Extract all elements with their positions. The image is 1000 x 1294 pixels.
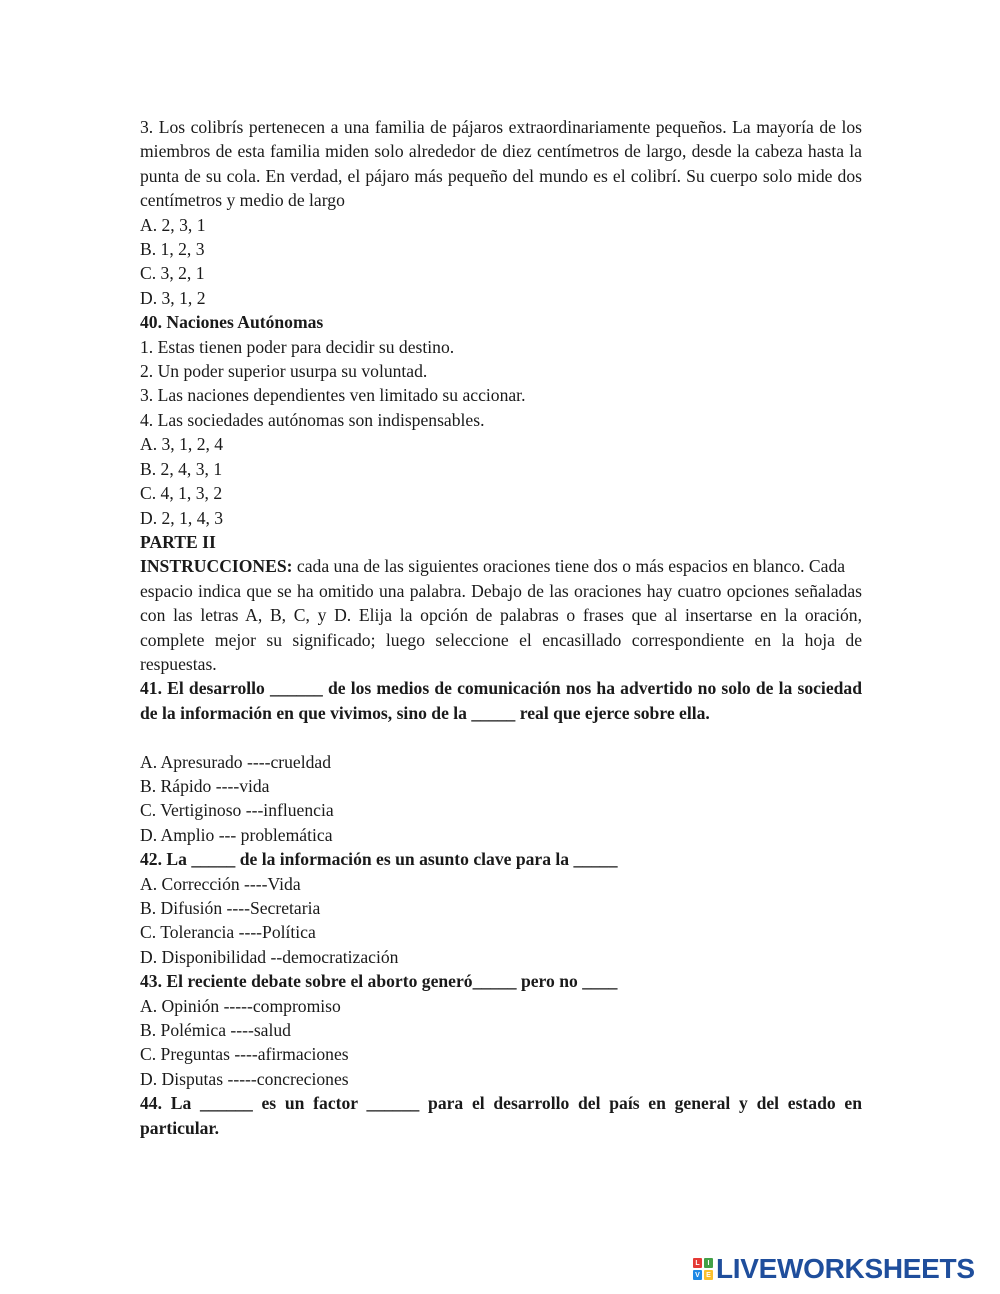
instructions-line1 <box>140 554 862 578</box>
q40-option-b: B. 2, 4, 3, 1 <box>140 458 223 479</box>
q43-option-d: D. Disputas -----concreciones <box>140 1068 349 1089</box>
q39-option-a: A. 2, 3, 1 <box>140 214 206 235</box>
q42-option-b: B. Difusión ----Secretaria <box>140 897 321 918</box>
q43-option-a: A. Opinión -----compromiso <box>140 995 341 1016</box>
spacer <box>140 725 862 749</box>
logo-mark-letter: I <box>704 1258 713 1268</box>
q39-option-d: D. 3, 1, 2 <box>140 287 206 308</box>
q40-title: 40. Naciones Autónomas <box>140 312 324 333</box>
q41-option-a: A. Apresurado ----crueldad <box>140 751 332 772</box>
q41-option-b: B. Rápido ----vida <box>140 775 270 796</box>
instructions-label: INSTRUCCIONES: <box>140 556 293 577</box>
q40-option-a: A. 3, 1, 2, 4 <box>140 434 224 455</box>
logo-mark-letter: L <box>693 1258 702 1268</box>
logo-text: LIVEWORKSHEETS <box>716 1253 975 1284</box>
q40-sentence-4: 4. Las sociedades autónomas son indispensables. <box>140 409 485 430</box>
liveworksheets-logo <box>693 1253 975 1285</box>
q40-option-d: D. 2, 1, 4, 3 <box>140 507 224 528</box>
q41-option-d: D. Amplio --- problemática <box>140 824 333 845</box>
logo-mark-icon <box>693 1258 713 1280</box>
q43-stem: 43. El reciente debate sobre el aborto generó_____ pero no ____ <box>140 971 618 992</box>
q42-option-c: C. Tolerancia ----Política <box>140 922 316 943</box>
worksheet-page <box>140 115 862 1140</box>
part2-heading: PARTE II <box>140 531 216 552</box>
q39-option-b: B. 1, 2, 3 <box>140 239 205 260</box>
logo-mark-letter: V <box>693 1270 702 1280</box>
q41-stem: 41. El desarrollo ______ de los medios de comunicación nos ha advertido no solo de la sociedad de la información en que vivimos, sino de la _____ real que ejerce sobre ella. <box>140 678 862 723</box>
q42-option-a: A. Corrección ----Vida <box>140 873 301 894</box>
instructions-line2: espacio indica que se ha omitido una palabra. Debajo de las oraciones hay cuatro opciones señaladas con las letras A, B, C, y D. Elija la opción de palabras o frases que al insertarse en la oración, complete mejor su significado; luego seleccione el encasillado correspondiente en la hoja de respuestas. <box>140 580 862 674</box>
q44-stem: 44. La ______ es un factor ______ para el desarrollo del país en general y del estado en particular. <box>140 1093 862 1138</box>
q42-option-d: D. Disponibilidad --democratización <box>140 946 399 967</box>
q40-sentence-2: 2. Un poder superior usurpa su voluntad. <box>140 361 428 382</box>
q40-sentence-1: 1. Estas tienen poder para decidir su destino. <box>140 336 455 357</box>
q39-text: 3. Los colibrís pertenecen a una familia de pájaros extraordinariamente pequeños. La mayoría de los miembros de esta familia miden solo alrededor de diez centímetros de largo, desde la cabeza hasta la punta de su cola. En verdad, el pájaro más pequeño del mundo es el colibrí. Su cuerpo solo mide dos centímetros y medio de largo <box>140 117 862 211</box>
q41-option-c: C. Vertiginoso ---influencia <box>140 800 334 821</box>
q40-sentence-3: 3. Las naciones dependientes ven limitado su accionar. <box>140 385 526 406</box>
logo-mark-letter: E <box>704 1270 713 1280</box>
q43-option-b: B. Polémica ----salud <box>140 1020 291 1041</box>
q39-option-c: C. 3, 2, 1 <box>140 263 205 284</box>
q42-stem: 42. La _____ de la información es un asunto clave para la _____ <box>140 849 618 870</box>
q40-option-c: C. 4, 1, 3, 2 <box>140 483 223 504</box>
q43-option-c: C. Preguntas ----afirmaciones <box>140 1044 349 1065</box>
instructions-text1: cada una de las siguientes oraciones tiene dos o más espacios en blanco. Cada <box>292 556 846 577</box>
